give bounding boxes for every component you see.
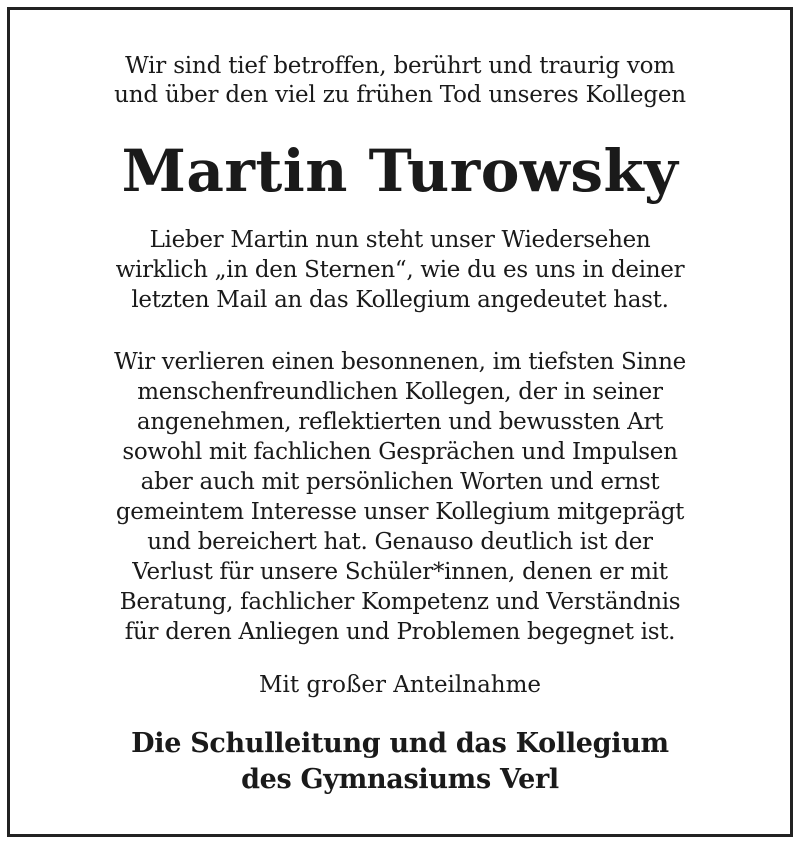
message-line: wirklich „in den Sternen“, wie du es uns in deiner [115, 257, 685, 283]
personal-message [10, 225, 790, 315]
signature-block [10, 726, 790, 798]
tribute-line: und bereichert hat. Genauso deutlich ist der [147, 529, 653, 555]
tribute-line: menschenfreundlichen Kollegen, der in seiner [137, 379, 663, 405]
intro-text [10, 52, 790, 110]
intro-line: und über den viel zu frühen Tod unseres Kollegen [114, 82, 686, 108]
obituary-frame [7, 7, 793, 837]
signature-line: Die Schulleitung und das Kollegium [131, 728, 669, 759]
intro-line: Wir sind tief betroffen, berührt und traurig vom [125, 53, 675, 79]
tribute-line: Wir verlieren einen besonnenen, im tiefsten Sinne [114, 349, 686, 375]
signature-line: des Gymnasiums Verl [241, 764, 559, 795]
closing-phrase: Mit großer Anteilnahme [258, 672, 542, 698]
tribute-line: Beratung, fachlicher Kompetenz und Verständnis [119, 589, 681, 615]
tribute-line: sowohl mit fachlichen Gesprächen und Impulsen [122, 439, 678, 465]
tribute-line: gemeintem Interesse unser Kollegium mitgeprägt [115, 499, 685, 525]
tribute-line: aber auch mit persönlichen Worten und ernst [140, 469, 660, 495]
tribute-line: Verlust für unsere Schüler*innen, denen er mit [132, 559, 668, 585]
tribute-line: angenehmen, reflektierten und bewussten Art [136, 409, 664, 435]
tribute-line: für deren Anliegen und Problemen begegnet ist. [124, 619, 676, 645]
message-line: Lieber Martin nun steht unser Wiedersehen [149, 227, 651, 253]
message-line: letzten Mail an das Kollegium angedeutet hast. [131, 287, 669, 313]
deceased-name: Martin Turowsky [121, 137, 679, 205]
tribute-paragraph [10, 347, 790, 647]
